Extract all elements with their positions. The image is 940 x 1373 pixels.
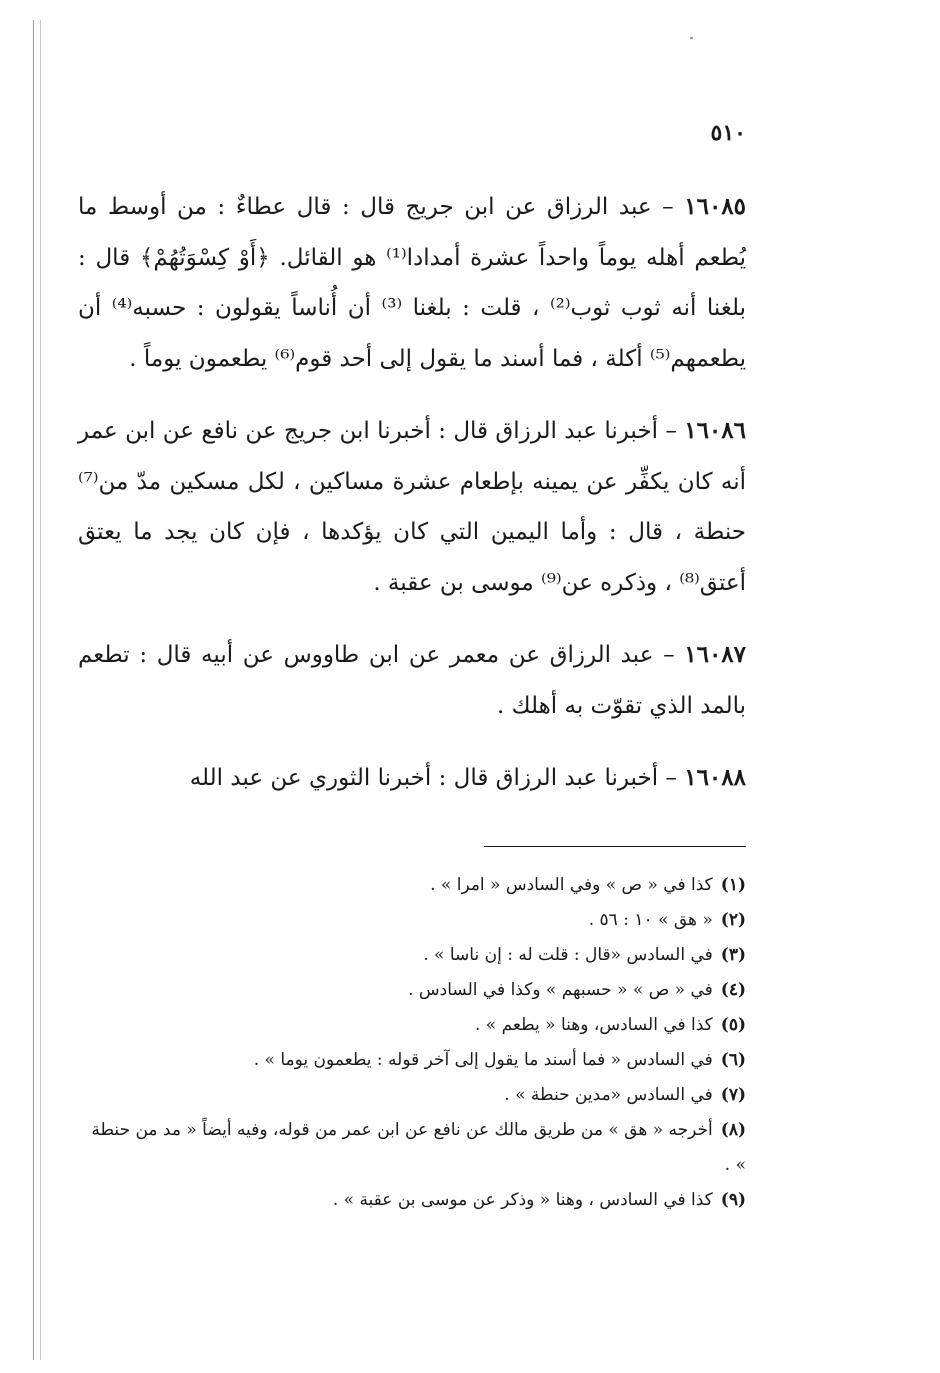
page (78, 0, 746, 1373)
footnote (78, 973, 746, 1008)
footnote (78, 1113, 746, 1183)
footnote-number: (٧) (720, 1085, 746, 1105)
hadith-entry-16086 (78, 406, 746, 608)
footnote-text: كذا في السادس ، وهنا « وذكر عن موسى بن عقبة » . (332, 1190, 713, 1210)
footnote (78, 938, 746, 973)
footnote (78, 1008, 746, 1043)
hadith-entry-16085 (78, 182, 746, 384)
footnote-text: كذا في السادس، وهنا « يطعم » . (474, 1015, 713, 1035)
footnote-text: في السادس «قال : قلت له : إن ناسا » . (423, 945, 713, 965)
entry-number: ١٦٠٨٥ (684, 193, 747, 220)
footnote-text: كذا في « ص » وفي السادس « امرا » . (430, 875, 713, 895)
footnote-number: (٦) (720, 1050, 746, 1070)
scan-margin-line (33, 20, 34, 1360)
entry-number: ١٦٠٨٧ (684, 641, 747, 668)
hadith-body (78, 182, 746, 826)
footnote (78, 1043, 746, 1078)
scan-margin-line-inner (40, 20, 41, 1360)
footnote-separator (484, 846, 746, 847)
footnote-text: في السادس «مدين حنطة » . (504, 1085, 713, 1105)
footnote-number: (٣) (720, 945, 746, 965)
entry-text: – أخبرنا عبد الرزاق قال : أخبرنا ابن جريج عن نافع عن ابن عمر أنه كان يكفِّر عن يمينه بإطعام عشرة مساكين ، لكل مسكين مدّ من⁽⁷⁾ حنطة ، قال : وأما اليمين التي كان يؤكدها ، فإن كان يجد ما يعتق أعتق⁽⁸⁾ ، وذكره عن⁽⁹⁾ موسى بن عقبة . (78, 418, 746, 596)
entry-text: – أخبرنا عبد الرزاق قال : أخبرنا الثوري عن عبد الله (189, 765, 677, 791)
footnote-number: (٥) (720, 1015, 746, 1035)
page-number: ٥١٠ (710, 120, 746, 146)
hadith-entry-16087 (78, 630, 746, 731)
footnote-text: « هق » ١٠ : ٥٦ . (588, 910, 713, 930)
footnote-text: في « ص » « حسبهم » وكذا في السادس . (408, 980, 713, 1000)
footnote-number: (١) (720, 875, 746, 895)
entry-text: – عبد الرزاق عن ابن جريج قال : قال عطاءٌ : من أوسط ما يُطعم أهله يوماً واحداً عشرة أمدادا⁽¹⁾ هو القائل. ﴿أَوْ كِسْوَتُهُمْ﴾ قال : بلغنا أنه ثوب ثوب⁽²⁾ ، قلت : بلغنا ⁽³⁾ أن أُناساً يقولون : حسبه⁽⁴⁾ أن يطعمهم⁽⁵⁾ أكلة ، فما أسند ما يقول إلى أحد قوم⁽⁶⁾ يطعمون يوماً . (78, 194, 746, 372)
footnote-text: أخرجه « هق » من طريق مالك عن نافع عن ابن عمر من قوله، وفيه أيضاً « مد من حنطة » . (91, 1120, 746, 1175)
hadith-entry-16088 (78, 753, 746, 804)
footnotes (78, 868, 746, 1218)
footnote (78, 868, 746, 903)
footnote (78, 1078, 746, 1113)
footnote-number: (٢) (720, 910, 746, 930)
footnote-number: (٤) (720, 980, 746, 1000)
footnote (78, 903, 746, 938)
entry-number: ١٦٠٨٦ (684, 417, 746, 444)
footnote-text: في السادس « فما أسند ما يقول إلى آخر قوله : يطعمون يوما » . (253, 1050, 713, 1070)
entry-text: – عبد الرزاق عن معمر عن ابن طاووس عن أبيه قال : تطعم بالمد الذي تقوّت به أهلك . (78, 642, 746, 719)
footnote-number: (٨) (720, 1120, 746, 1140)
footnote (78, 1183, 746, 1218)
entry-number: ١٦٠٨٨ (684, 764, 746, 791)
footnote-number: (٩) (720, 1190, 746, 1210)
